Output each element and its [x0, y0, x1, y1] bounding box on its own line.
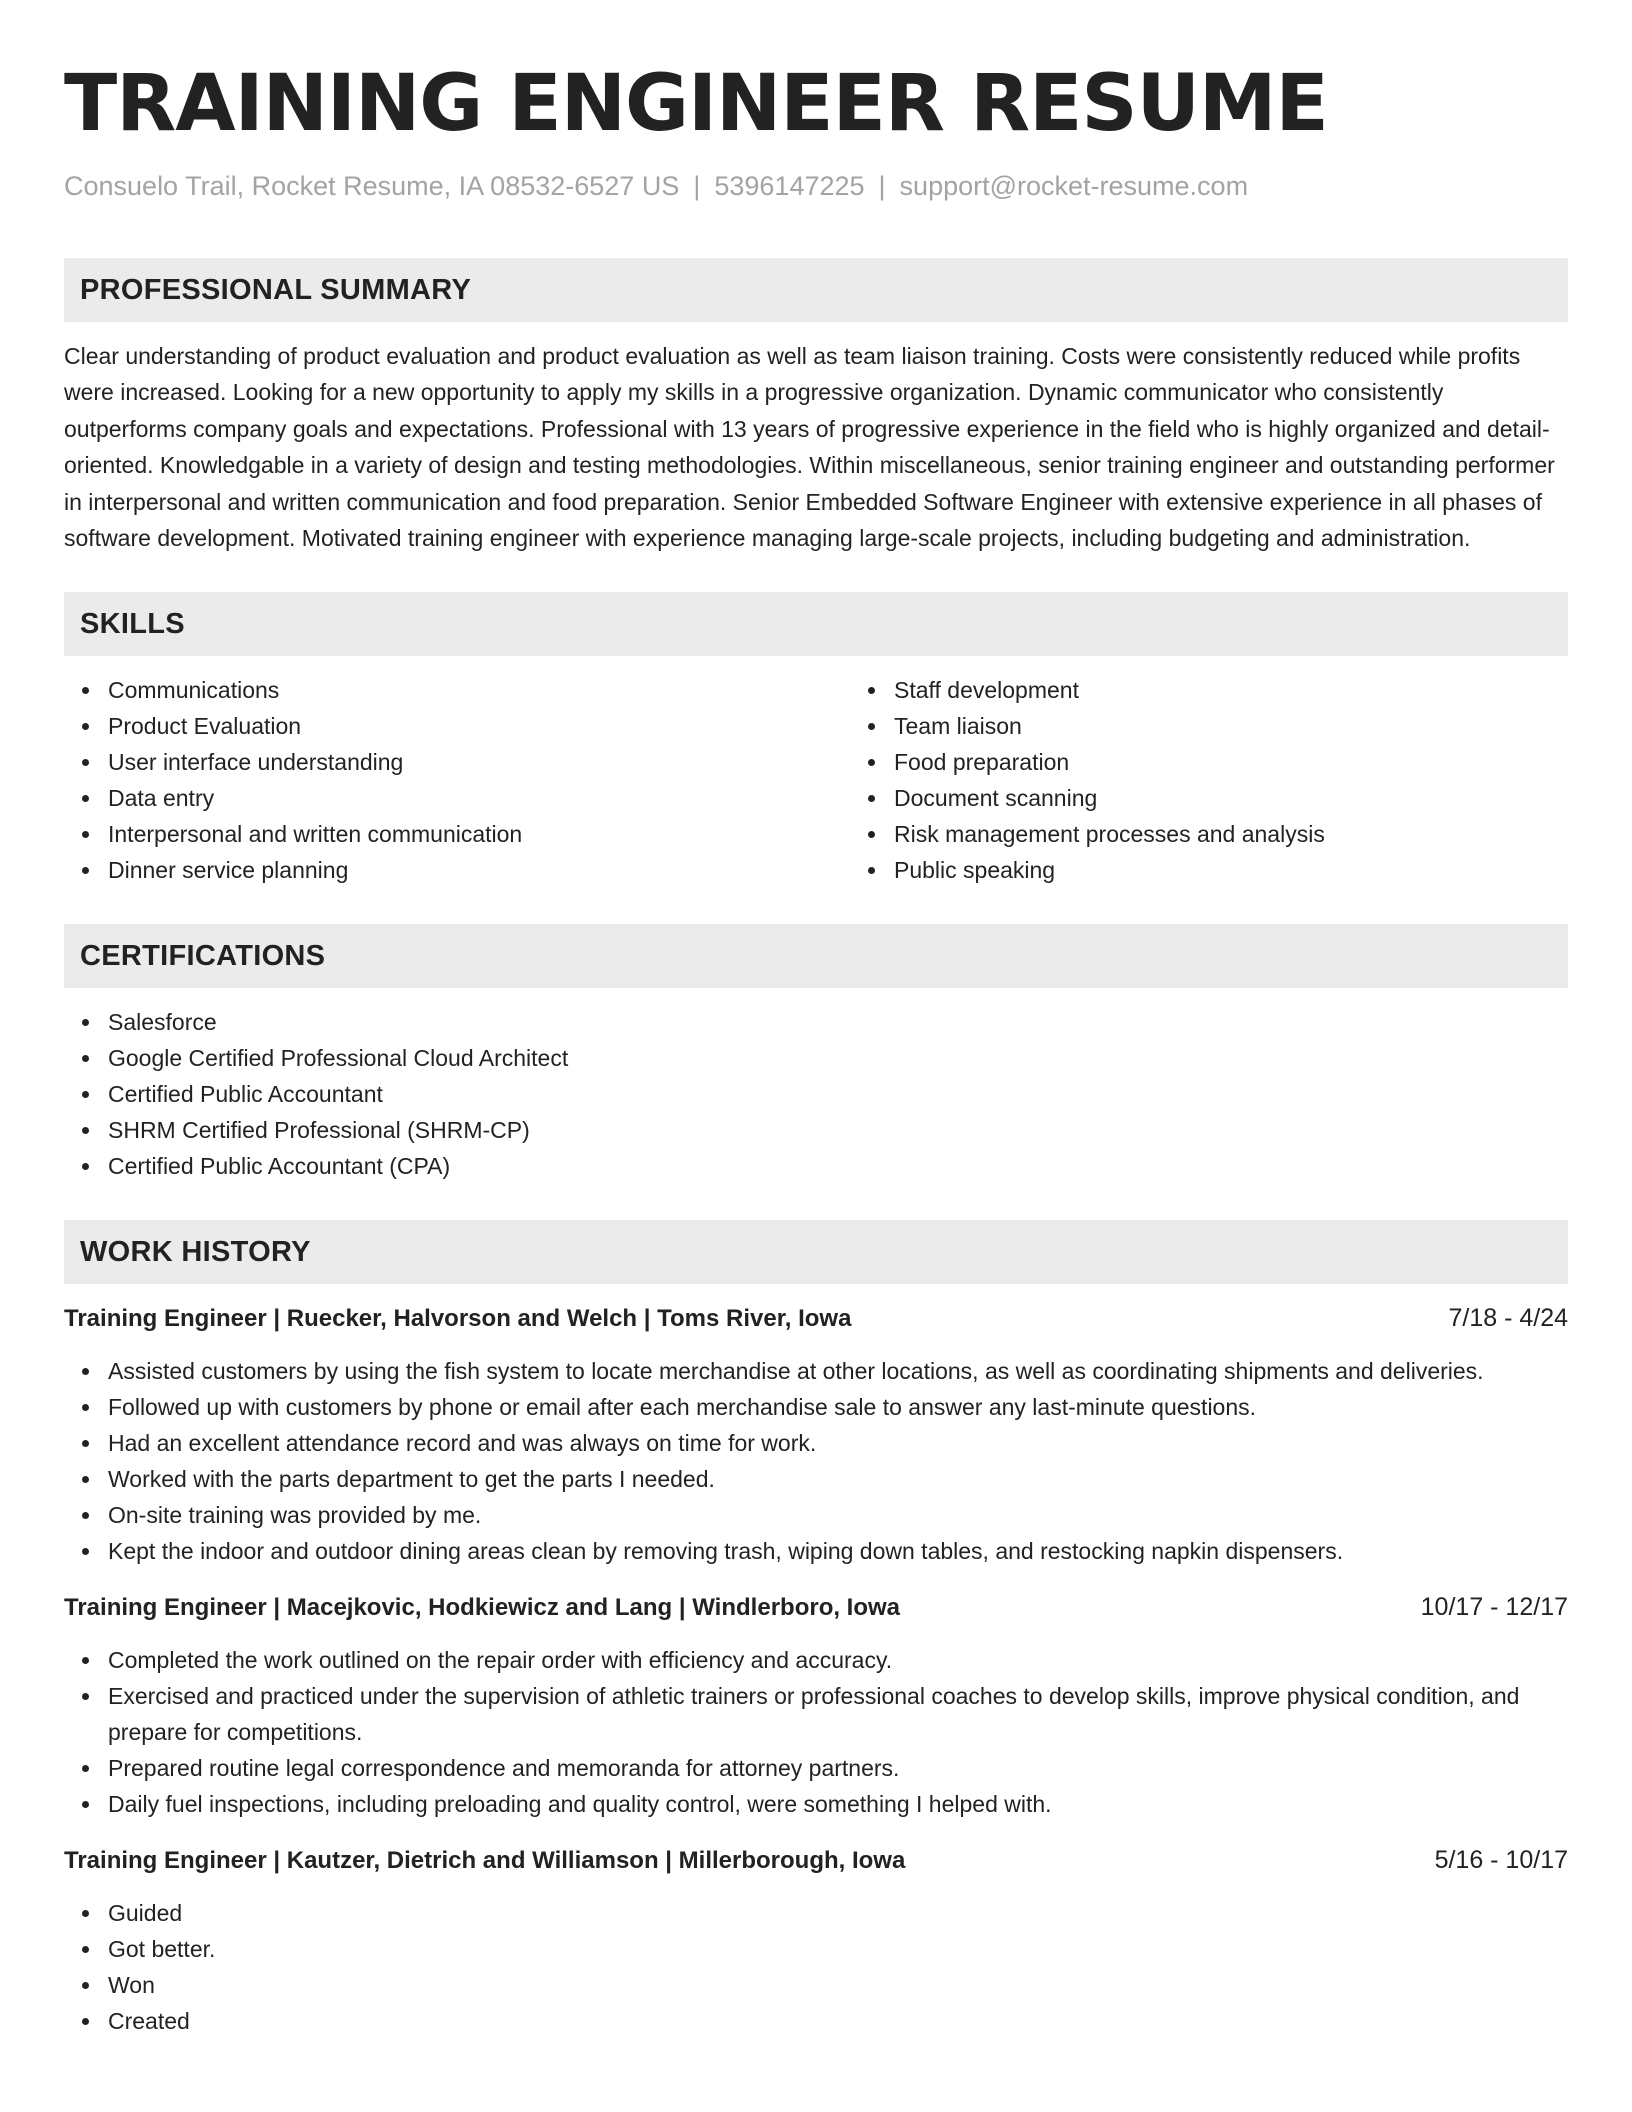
section-heading-work-history: WORK HISTORY: [64, 1220, 1568, 1284]
certification-item: SHRM Certified Professional (SHRM-CP): [108, 1112, 1568, 1148]
job-duties-list: [64, 1353, 1568, 1569]
contact-phone: 5396147225: [714, 171, 865, 201]
certification-item: Certified Public Accountant (CPA): [108, 1148, 1568, 1184]
certification-item: Salesforce: [108, 1004, 1568, 1040]
skills-list-right: [850, 672, 1632, 888]
job-duty-item: Won: [108, 1967, 1568, 2003]
section-heading-professional-summary: PROFESSIONAL SUMMARY: [64, 258, 1568, 322]
certification-item: Google Certified Professional Cloud Architect: [108, 1040, 1568, 1076]
contact-separator: |: [878, 171, 886, 201]
job-duty-item: Got better.: [108, 1931, 1568, 1967]
skill-item: Public speaking: [894, 852, 1632, 888]
skill-item: Document scanning: [894, 780, 1632, 816]
job-dates: 10/17 - 12/17: [1420, 1593, 1568, 1622]
skill-item: Risk management processes and analysis: [894, 816, 1632, 852]
job-duty-item: Created: [108, 2003, 1568, 2039]
job-duty-item: Prepared routine legal correspondence and memoranda for attorney partners.: [108, 1750, 1568, 1786]
skill-item: Dinner service planning: [108, 852, 850, 888]
job-duties-list: [64, 1895, 1568, 2039]
professional-summary-text: Clear understanding of product evaluation and product evaluation as well as team liaison training. Costs were consistently reduced while profits were increased. Looking for a new opportunity to apply my skills in a progressive organization. Dynamic communicator who consistently outperforms company goals and expectations. Professional with 13 years of progressive experience in the field who is highly organized and detail-oriented. Knowledgable in a variety of design and testing methodologies. Within miscellaneous, senior training engineer and outstanding performer in interpersonal and written communication and food preparation. Senior Embedded Software Engineer with extensive experience in all phases of software development. Motivated training engineer with experience managing large-scale projects, including budgeting and administration.: [64, 343, 1555, 552]
skill-item: Staff development: [894, 672, 1632, 708]
job-duty-item: Followed up with customers by phone or email after each merchandise sale to answer any last-minute questions.: [108, 1389, 1568, 1425]
job-duty-item: On-site training was provided by me.: [108, 1497, 1568, 1533]
contact-address: Consuelo Trail, Rocket Resume, IA 08532-6527 US: [64, 171, 680, 201]
job-duty-item: Completed the work outlined on the repair order with efficiency and accuracy.: [108, 1642, 1568, 1678]
skill-item: Food preparation: [894, 744, 1632, 780]
job-title: Training Engineer | Ruecker, Halvorson and Welch | Toms River, Iowa: [64, 1305, 852, 1333]
job-title: Training Engineer | Kautzer, Dietrich and Williamson | Millerborough, Iowa: [64, 1847, 906, 1875]
section-heading-certifications: CERTIFICATIONS: [64, 924, 1568, 988]
job-duties-list: [64, 1642, 1568, 1822]
job-duty-item: Had an excellent attendance record and was always on time for work.: [108, 1425, 1568, 1461]
job-header: [64, 1589, 1568, 1626]
contact-separator: |: [693, 171, 701, 201]
skill-item: User interface understanding: [108, 744, 850, 780]
job-title: Training Engineer | Macejkovic, Hodkiewicz and Lang | Windlerboro, Iowa: [64, 1594, 901, 1622]
job-duty-item: Kept the indoor and outdoor dining areas clean by removing trash, wiping down tables, and restocking napkin dispensers.: [108, 1533, 1568, 1569]
skills-list-left: [64, 672, 850, 888]
job-duty-item: Guided: [108, 1895, 1568, 1931]
work-history-entry: [64, 1842, 1568, 2039]
skill-item: Interpersonal and written communication: [108, 816, 850, 852]
job-dates: 5/16 - 10/17: [1434, 1846, 1568, 1875]
job-duty-item: Daily fuel inspections, including preloading and quality control, were something I helped with.: [108, 1786, 1568, 1822]
contact-line: [64, 166, 1568, 206]
job-duty-item: Worked with the parts department to get the parts I needed.: [108, 1461, 1568, 1497]
job-header: [64, 1842, 1568, 1879]
skill-item: Product Evaluation: [108, 708, 850, 744]
work-history-entry: [64, 1589, 1568, 1822]
contact-email[interactable]: support@rocket-resume.com: [899, 171, 1249, 201]
work-history-entry: [64, 1300, 1568, 1569]
job-dates: 7/18 - 4/24: [1448, 1304, 1568, 1333]
certification-item: Certified Public Accountant: [108, 1076, 1568, 1112]
skill-item: Communications: [108, 672, 850, 708]
job-duty-item: Exercised and practiced under the supervision of athletic trainers or professional coaches to develop skills, improve physical condition, and prepare for competitions.: [108, 1678, 1568, 1750]
skill-item: Team liaison: [894, 708, 1632, 744]
skill-item: Data entry: [108, 780, 850, 816]
section-heading-skills: SKILLS: [64, 592, 1568, 656]
job-duty-item: Assisted customers by using the fish system to locate merchandise at other locations, as well as coordinating shipments and deliveries.: [108, 1353, 1568, 1389]
job-header: [64, 1300, 1568, 1337]
resume-title: TRAINING ENGINEER RESUME: [64, 59, 1328, 149]
certifications-list: [64, 1004, 1568, 1184]
skills-grid: [64, 672, 1568, 888]
